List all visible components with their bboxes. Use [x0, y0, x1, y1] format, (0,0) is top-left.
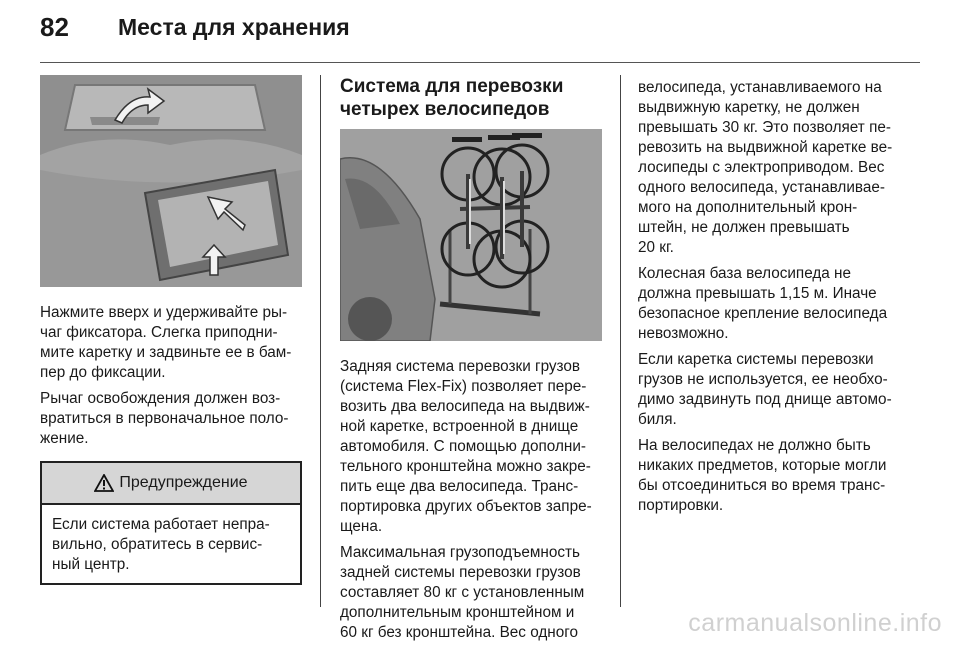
stow-carrier-paragraph: Если каретка системы перевозки грузов не используется, ее необхо- димо задвинуть под днище автомо- биля. [638, 351, 892, 428]
bike-carrier-illustration [340, 129, 602, 341]
warning-text: Если система работает непра- вильно, обратитесь в сервис- ный центр. [52, 516, 270, 573]
warning-box [40, 461, 302, 585]
page-title: Места для хранения [118, 14, 350, 40]
left-column [40, 75, 302, 585]
system-description-paragraph: Задняя система перевозки грузов (система Flex-Fix) позволяет пере- возить два велосипеда на выдвиж- ной каретке, встроенной в днище автомобиля. С помощью дополни- тельного кронштейна можно закре- пить еще два велосипеда. Транс- портировка других объектов запре- щена. [340, 358, 592, 535]
capacity-paragraph: Максимальная грузоподъемность задней системы перевозки грузов составляет 80 кг с установленным дополнительным кронштейном и 60 кг без кронштейна. Вес одного [340, 544, 585, 641]
page-number: 82 [40, 12, 69, 42]
instruction-paragraph: Нажмите вверх и удерживайте ры- чаг фиксатора. Слегка приподни- мите каретку и задвиньте ее в бам- пер до фиксации. [40, 304, 292, 381]
release-lever-paragraph: Рычаг освобождения должен воз- вратиться в первоначальное поло- жение. [40, 390, 289, 447]
wheelbase-paragraph: Колесная база велосипеда не должна превышать 1,15 м. Иначе безопасное крепление велосипеда невозможно. [638, 265, 888, 342]
warning-header [42, 463, 300, 505]
warning-icon [94, 474, 114, 492]
column-divider-left [320, 75, 321, 607]
site-watermark: carmanualsonline.info [688, 609, 942, 637]
right-column [638, 78, 908, 522]
section-heading: Система для перевозки четырех велосипедов [340, 76, 564, 120]
middle-column [340, 75, 602, 649]
warning-title: Предупреждение [119, 474, 248, 491]
bike-weight-paragraph: велосипеда, устанавливаемого на выдвижную каретку, не должен превышать 30 кг. Это позволяет пе- ревозить на выдвижной каретке ве- лосипеды с электроприводом. Вес одного велосипеда, устанавливае- мого на дополнительный крон- штейн, не должен превышать 20 кг. [638, 79, 893, 256]
column-divider-right [620, 75, 621, 607]
loose-objects-paragraph: На велосипедах не должно быть никаких предметов, которые могли бы отсоединиться во время транс- портировки. [638, 437, 887, 514]
carrier-release-illustration [40, 75, 302, 287]
header-divider [40, 62, 920, 63]
